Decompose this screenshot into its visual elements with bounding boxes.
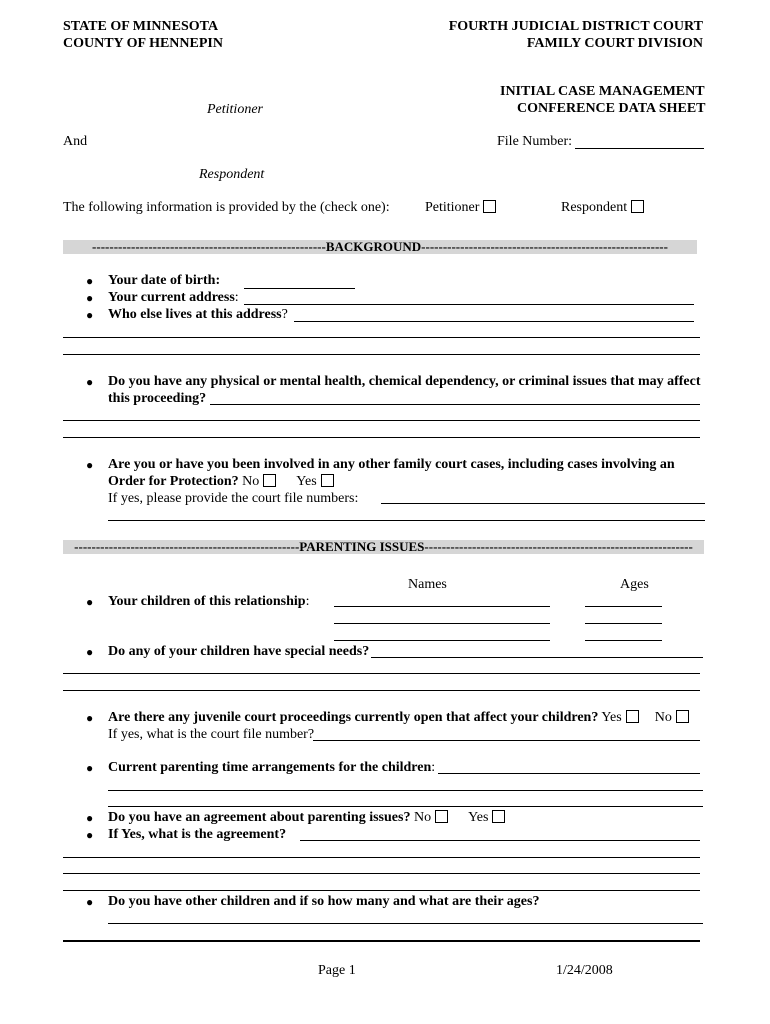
answer-line[interactable] <box>108 806 703 807</box>
agreement-no-checkbox[interactable] <box>435 810 448 823</box>
agreement-what-label: If Yes, what is the agreement? <box>108 827 287 842</box>
answer-line[interactable] <box>63 673 700 674</box>
bullet-icon: ● <box>86 645 94 659</box>
family-no-checkbox[interactable] <box>263 474 276 487</box>
children-text <box>108 594 309 610</box>
family-yes-label: Yes <box>296 474 317 489</box>
child-age-field[interactable] <box>585 623 662 624</box>
state-label: STATE OF MINNESOTA <box>63 19 219 34</box>
address-label: Your current address <box>108 290 235 305</box>
dob-field[interactable] <box>244 288 355 289</box>
current-arrangements-colon: : <box>431 760 436 775</box>
dob-label: Your date of birth: <box>108 273 221 288</box>
parenting-heading: PARENTING ISSUES <box>299 540 425 554</box>
background-heading: BACKGROUND <box>325 240 422 254</box>
petitioner-option-label: Petitioner <box>425 200 480 215</box>
address-text <box>108 290 239 306</box>
other-children-label: Do you have other children and if so how many and what are their ages? <box>108 894 540 909</box>
division-label: FAMILY COURT DIVISION <box>526 36 703 51</box>
petitioner-label: Petitioner <box>207 102 263 117</box>
issues-field[interactable] <box>210 404 700 405</box>
answer-line[interactable] <box>63 690 700 691</box>
juvenile-label: Are there any juvenile court proceedings currently open that affect your children? <box>108 710 599 725</box>
lives-question-mark: ? <box>281 307 288 322</box>
form-title-line2: CONFERENCE DATA SHEET <box>517 101 706 116</box>
current-arrangements-label: Current parenting time arrangements for the children <box>108 760 432 775</box>
names-column-header: Names <box>408 577 447 592</box>
juvenile-no-label: No <box>654 710 672 725</box>
answer-line[interactable] <box>63 890 700 891</box>
bullet-icon: ● <box>86 274 94 288</box>
file-numbers-field[interactable] <box>381 503 705 504</box>
family-yes-checkbox[interactable] <box>321 474 334 487</box>
county-label: COUNTY OF HENNEPIN <box>63 36 223 51</box>
bullet-icon: ● <box>86 761 94 775</box>
juvenile-question <box>108 710 689 726</box>
bullet-icon: ● <box>86 895 94 909</box>
answer-line[interactable] <box>108 923 703 924</box>
bullet-icon: ● <box>86 828 94 842</box>
juvenile-file-field[interactable] <box>313 740 700 741</box>
children-colon: : <box>305 594 310 609</box>
family-no-label: No <box>242 474 260 489</box>
background-banner <box>63 240 697 254</box>
agreement-no-label: No <box>413 810 432 825</box>
and-label: And <box>63 134 88 149</box>
children-label: Your children of this relationship <box>108 594 306 609</box>
answer-line[interactable] <box>63 873 700 874</box>
juvenile-no-checkbox[interactable] <box>676 710 689 723</box>
bullet-icon: ● <box>86 375 94 389</box>
answer-line[interactable] <box>63 940 700 942</box>
answer-line[interactable] <box>108 520 705 521</box>
parenting-dashes-left: ---------------------------------------------------- <box>74 540 300 554</box>
lives-label: Who else lives at this address <box>108 307 282 322</box>
page-number: Page 1 <box>318 963 356 978</box>
respondent-option-label: Respondent <box>561 200 628 215</box>
ages-column-header: Ages <box>620 577 649 592</box>
family-question-line2 <box>108 474 334 490</box>
agreement-yes-label: Yes <box>468 810 489 825</box>
child-name-field[interactable] <box>334 606 550 607</box>
form-title-line1: INITIAL CASE MANAGEMENT <box>500 84 705 99</box>
juvenile-yes-checkbox[interactable] <box>626 710 639 723</box>
order-protection-label: Order for Protection? <box>108 474 239 489</box>
agreement-question <box>108 810 505 826</box>
juvenile-file-label: If yes, what is the court file number? <box>108 727 315 742</box>
parenting-banner <box>63 540 704 554</box>
special-needs-field[interactable] <box>371 657 703 658</box>
address-field[interactable] <box>244 304 694 305</box>
agreement-what-field[interactable] <box>300 840 700 841</box>
parenting-dashes-right: -------------------------------------------------------------- <box>424 540 693 554</box>
petitioner-option <box>425 200 496 216</box>
current-arrangements-text <box>108 760 435 776</box>
juvenile-yes-label: Yes <box>601 710 622 725</box>
respondent-checkbox[interactable] <box>631 200 644 213</box>
background-dashes-right: --------------------------------------------------------- <box>421 240 668 254</box>
answer-line[interactable] <box>63 420 700 421</box>
agreement-label: Do you have an agreement about parenting issues? <box>108 810 411 825</box>
respondent-label: Respondent <box>199 167 265 182</box>
file-number-field[interactable] <box>575 148 704 149</box>
respondent-option <box>561 200 644 216</box>
court-label: FOURTH JUDICIAL DISTRICT COURT <box>448 19 703 34</box>
bullet-icon: ● <box>86 711 94 725</box>
answer-line[interactable] <box>63 857 700 858</box>
answer-line[interactable] <box>63 354 700 355</box>
bullet-icon: ● <box>86 458 94 472</box>
lives-text <box>108 307 288 323</box>
background-dashes-left: ------------------------------------------------------ <box>92 240 326 254</box>
bullet-icon: ● <box>86 291 94 305</box>
form-date: 1/24/2008 <box>556 963 613 978</box>
child-name-field[interactable] <box>334 623 550 624</box>
child-age-field[interactable] <box>585 606 662 607</box>
family-question-line1: Are you or have you been involved in any other family court cases, including cases involving an <box>108 457 675 472</box>
bullet-icon: ● <box>86 308 94 322</box>
provided-by-text: The following information is provided by the (check one): <box>63 200 390 215</box>
answer-line[interactable] <box>63 437 700 438</box>
file-numbers-label: If yes, please provide the court file numbers: <box>108 491 359 506</box>
special-needs-label: Do any of your children have special needs? <box>108 644 370 659</box>
agreement-yes-checkbox[interactable] <box>492 810 505 823</box>
issues-question-line2: this proceeding? <box>108 391 207 406</box>
child-age-field[interactable] <box>585 640 662 641</box>
lives-field[interactable] <box>294 321 694 322</box>
address-colon: : <box>234 290 239 305</box>
current-arrangements-field[interactable] <box>438 773 700 774</box>
child-name-field[interactable] <box>334 640 550 641</box>
bullet-icon: ● <box>86 811 94 825</box>
petitioner-checkbox[interactable] <box>483 200 496 213</box>
answer-line[interactable] <box>63 337 700 338</box>
bullet-icon: ● <box>86 595 94 609</box>
issues-question-line1: Do you have any physical or mental health, chemical dependency, or criminal issues that may affect <box>108 374 701 389</box>
answer-line[interactable] <box>108 790 703 791</box>
file-number-label: File Number: <box>497 134 573 149</box>
